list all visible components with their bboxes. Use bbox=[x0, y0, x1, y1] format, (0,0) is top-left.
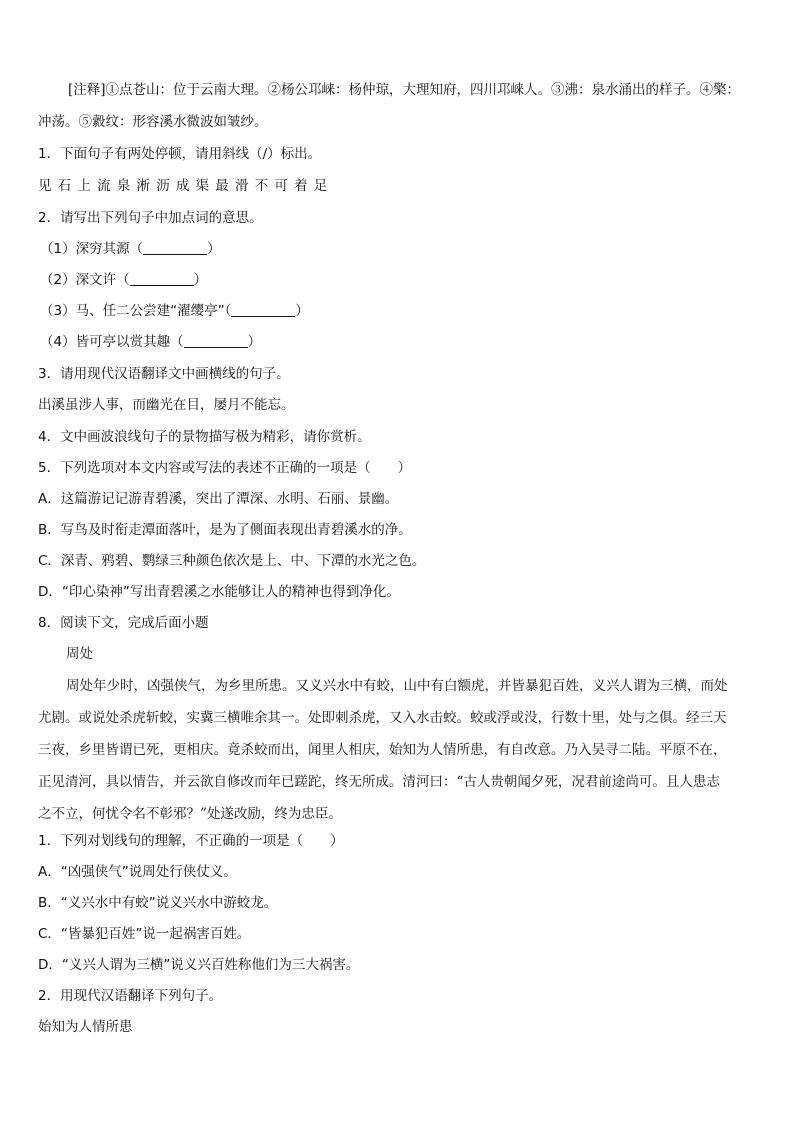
sub1-option-d: D．“义兴人谓为三横”说义兴百姓称他们为三大祸害。 bbox=[38, 957, 360, 973]
q8-stem: 8．阅读下文，完成后面小题 bbox=[38, 615, 209, 631]
q2-item-4 bbox=[40, 332, 261, 352]
sub1-option-c: C．“皆暴犯百姓”说一起祸害百姓。 bbox=[38, 926, 251, 942]
q3-sentence: 出溪虽涉人事，而幽光在目，屡月不能忘。 bbox=[38, 397, 295, 413]
passage-line-3: 三夜，乡里皆谓已死，更相庆。竟杀蛟而出，闻里人相庆，始知为人情所患，有自改意。乃入吴寻二陆。平原不在， bbox=[38, 742, 727, 758]
q2-item-2-text: （2）深文许（ bbox=[40, 272, 130, 288]
answer-blank[interactable] bbox=[130, 272, 194, 286]
q2-item-3-close: ） bbox=[295, 303, 309, 319]
sub2-sentence: 始知为人情所患 bbox=[38, 1019, 133, 1035]
q5-option-a: A．这篇游记记游青碧溪，突出了潭深、水明、石丽、景幽。 bbox=[38, 491, 399, 507]
q1-stem: 1．下面句子有两处停顿，请用斜线（/）标出。 bbox=[38, 146, 322, 162]
q2-item-1-close: ） bbox=[207, 241, 221, 257]
q3-stem: 3．请用现代汉语翻译文中画横线的句子。 bbox=[38, 366, 290, 382]
sub1-option-b: B．“义兴水中有蛟”说义兴水中游蛟龙。 bbox=[38, 895, 278, 911]
q5-option-b: B．写鸟及时衔走潭面落叶，是为了侧面表现出青碧溪水的净。 bbox=[38, 522, 412, 538]
answer-blank[interactable] bbox=[231, 303, 295, 317]
passage-line-5: 之不立，何忧令名不彰邪？”处遂改励，终为忠臣。 bbox=[38, 806, 342, 822]
q2-item-1-text: （1）深穷其源（ bbox=[40, 241, 144, 257]
passage-line-1: 周处年少时，凶强侠气，为乡里所患。又义兴水中有蛟，山中有白额虎，并皆暴犯百姓，义兴人谓为三横，而处 bbox=[66, 678, 728, 694]
sub1-option-a: A．“凶强侠气”说周处行侠仗义。 bbox=[38, 864, 237, 880]
q2-item-3 bbox=[40, 301, 309, 321]
q2-item-4-close: ） bbox=[247, 334, 262, 350]
notes-line-1: [注释]①点苍山：位于云南大理。②杨公邛崃：杨仲琼，大理知府，四川邛崃人。③沸：泉水涌出的样子。④檠： bbox=[68, 82, 741, 98]
q5-option-c: C．深青、鸦碧、鹦绿三种颜色依次是上、中、下潭的水光之色。 bbox=[38, 553, 426, 569]
notes-line-2: 冲荡。⑤縠纹：形容溪水微波如皱纱。 bbox=[38, 114, 268, 130]
q4-stem: 4．文中画波浪线句子的景物描写极为精彩，请你赏析。 bbox=[38, 429, 371, 445]
sub2-stem: 2．用现代汉语翻译下列句子。 bbox=[38, 988, 223, 1004]
q2-item-2 bbox=[40, 270, 207, 290]
answer-blank[interactable] bbox=[143, 241, 207, 255]
q2-item-1 bbox=[40, 239, 221, 259]
passage-line-4: 正见清河，具以情告，并云欲自修改而年已蹉跎，终无所成。清河曰：“古人贵朝闻夕死，况君前途尚可。且人患志 bbox=[38, 774, 720, 790]
q1-sentence: 见石上流泉淅沥成渠最滑不可着足 bbox=[38, 178, 334, 194]
passage-title: 周处 bbox=[66, 646, 93, 662]
q2-stem: 2．请写出下列句子中加点词的意思。 bbox=[38, 210, 263, 226]
q2-item-3-text: （3）马、任二公尝建“濯缨亭”（ bbox=[40, 303, 232, 319]
q2-item-4-text: （4）皆可亭以赏其趣（ bbox=[40, 334, 184, 350]
q5-stem: 5．下列选项对本文内容或写法的表述不正确的一项是（ ） bbox=[38, 460, 412, 476]
sub1-stem: 1．下列对划线句的理解，不正确的一项是（ ） bbox=[38, 833, 344, 849]
q5-option-d: D．“印心染神”写出青碧溪之水能够让人的精神也得到净化。 bbox=[38, 584, 400, 600]
q2-item-2-close: ） bbox=[193, 272, 208, 288]
passage-line-2: 尤剧。或说处杀虎斩蛟，实冀三横唯余其一。处即刺杀虎，又入水击蛟。蛟或浮或没，行数十里，处与之俱。经三天 bbox=[38, 710, 727, 726]
answer-blank[interactable] bbox=[184, 334, 248, 348]
